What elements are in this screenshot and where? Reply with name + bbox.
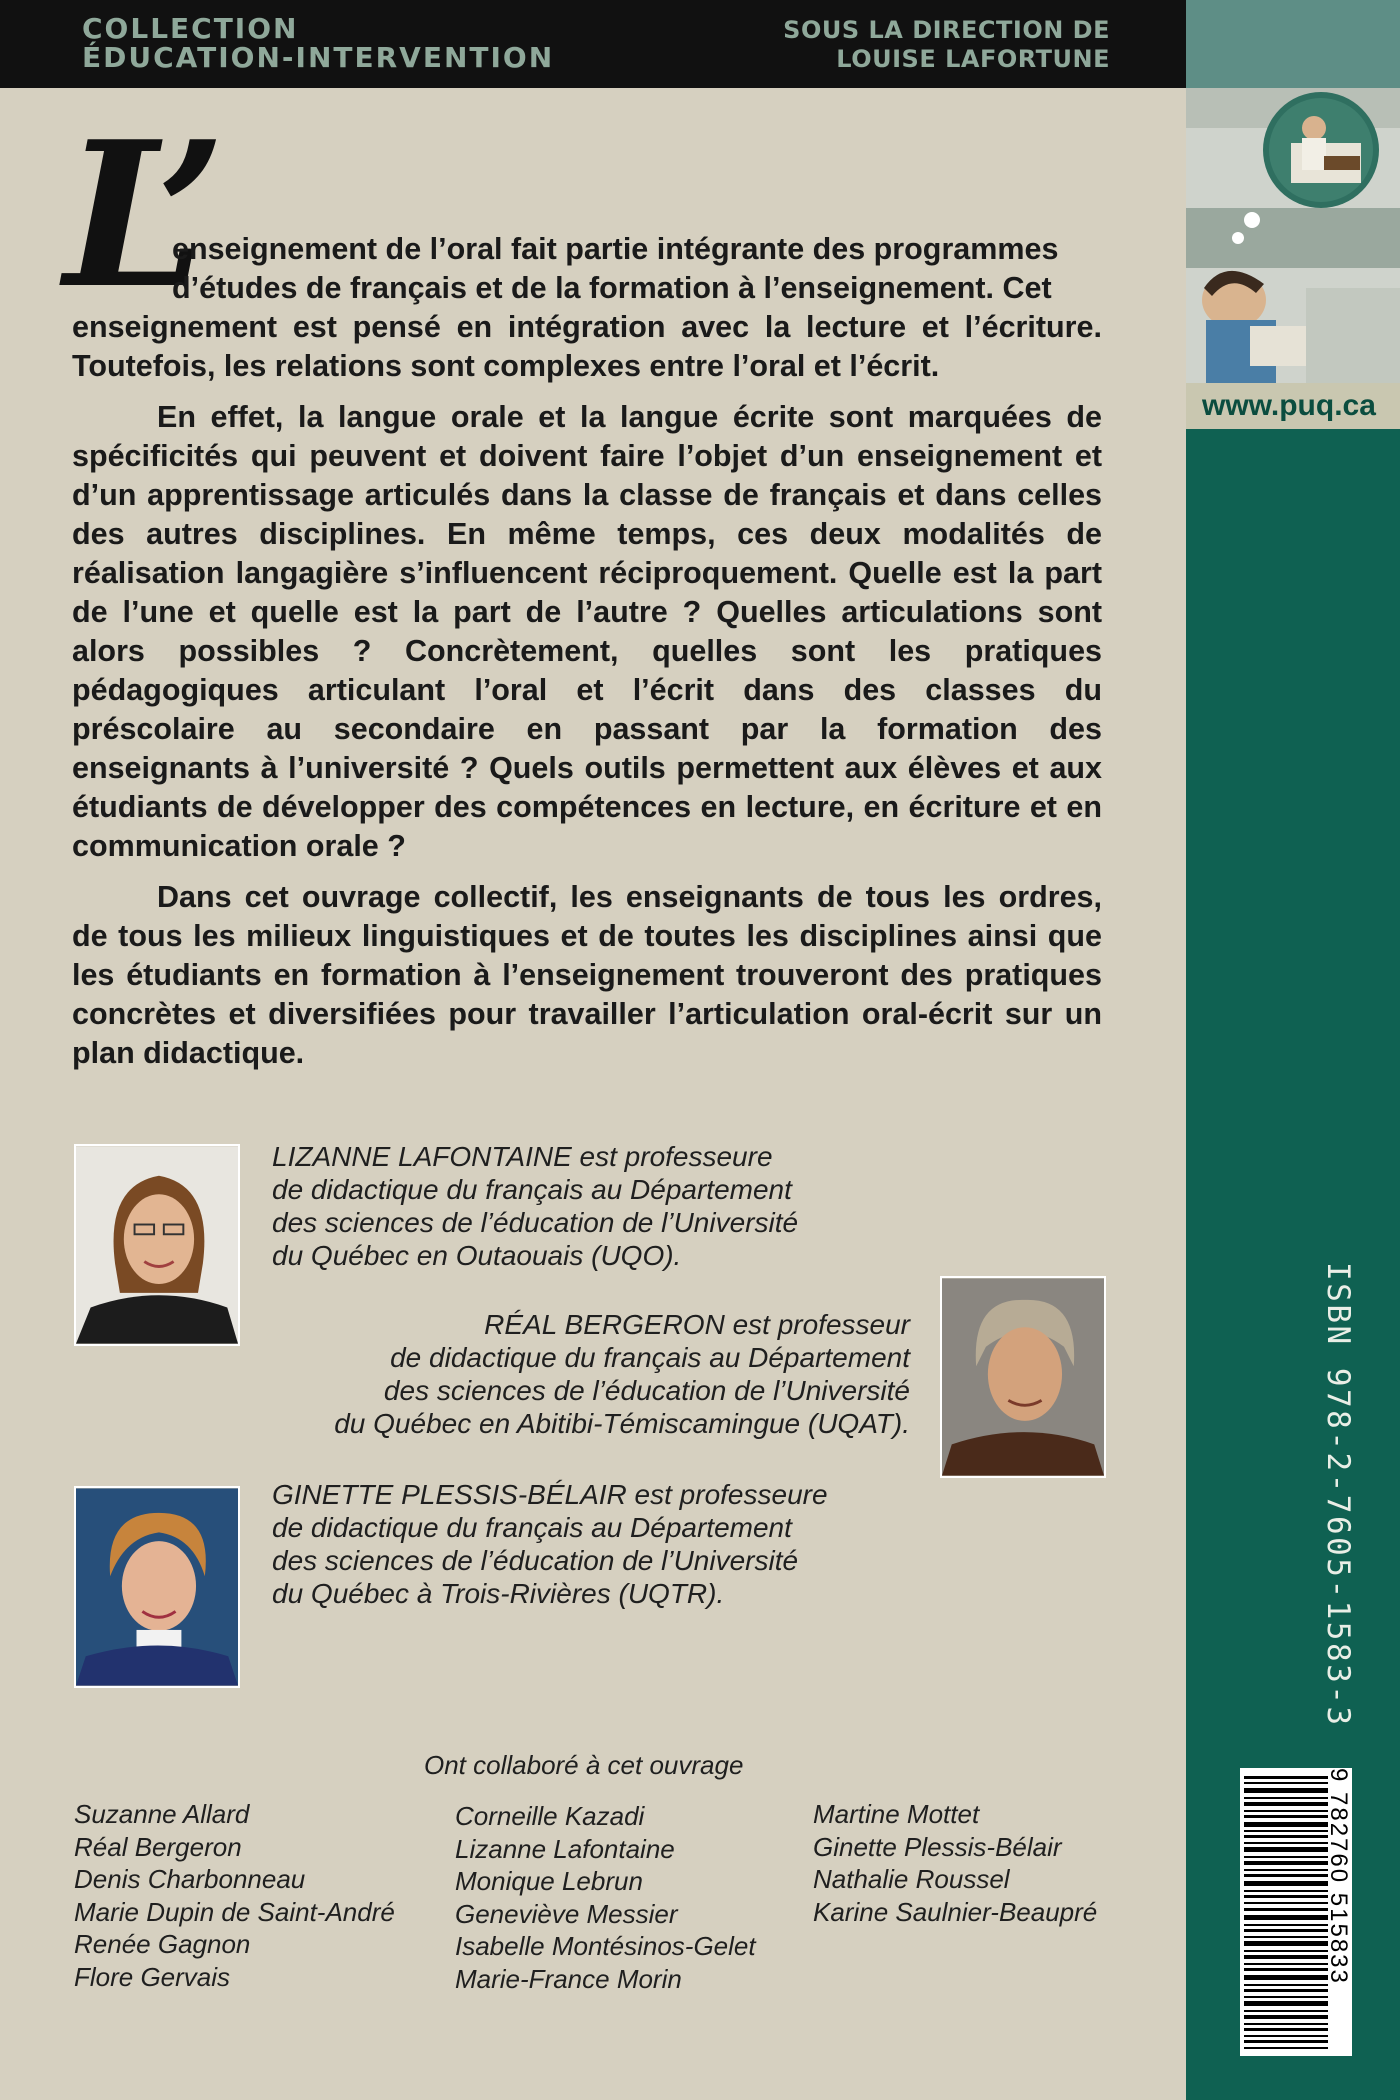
collaborators-title: Ont collaboré à cet ouvrage [424, 1750, 744, 1780]
bio-line: de didactique du français au Département [390, 1342, 910, 1373]
sidebar-top-band [1186, 0, 1400, 88]
publisher-url-text[interactable]: www.puq.ca [1202, 389, 1376, 422]
barcode [1240, 1768, 1352, 2056]
collaborator-name: Ginette Plessis-Bélair [813, 1831, 1062, 1862]
collaborator-name: Marie-France Morin [455, 1963, 682, 1994]
collaborator-name: Suzanne Allard [74, 1799, 250, 1829]
collaborator-name: Renée Gagnon [74, 1929, 251, 1959]
collaborator-name: Réal Bergeron [74, 1831, 242, 1862]
author-photo-lafontaine [74, 1144, 240, 1346]
intro-line-1: enseignement de l’oral fait partie intégrante des programmes [172, 232, 1059, 266]
collaborators-column-1 [74, 1798, 395, 1993]
collection-line-2: ÉDUCATION-INTERVENTION [82, 41, 555, 74]
intro-rest: enseignement est pensé en intégration avec la lecture et l’écriture. Toutefois, les relations sont complexes entre l’oral et l’écrit. [72, 310, 1102, 383]
paragraph-3: Dans cet ouvrage collectif, les enseignants de tous les ordres, de tous les milieux linguistiques et de toutes les disciplines ainsi que les étudiants en formation à l’enseignement trouveront des pratiques concrètes et diversifiées pour travailler l’articulation oral-écrit sur un plan didactique. [72, 880, 1102, 1070]
author-bio-plessis-belair [272, 1478, 828, 1610]
isbn-container [1316, 1262, 1356, 1728]
collaborator-name: Geneviève Messier [455, 1898, 678, 1929]
author-bio-bergeron [334, 1308, 910, 1440]
collaborator-name: Corneille Kazadi [455, 1801, 645, 1831]
bio-line: du Québec à Trois-Rivières (UQTR). [272, 1578, 725, 1609]
bio-line: GINETTE PLESSIS-BÉLAIR est professeure [272, 1479, 828, 1510]
direction-line-1: SOUS LA DIRECTION DE [783, 16, 1110, 44]
direction-line-2: LOUISE LAFORTUNE [836, 45, 1110, 73]
collaborator-name: Martine Mottet [813, 1799, 980, 1829]
intro-line-2: d’études de français et de la formation à l’enseignement. Cet [172, 271, 1052, 305]
author-bio-lafontaine [272, 1140, 798, 1272]
publisher-url[interactable] [1186, 383, 1400, 429]
author-photo-bergeron [940, 1276, 1106, 1478]
barcode-number: 9 782760 515833 [1325, 1768, 1352, 1985]
description-text [72, 230, 1102, 1085]
collection-name [82, 14, 554, 72]
collaborator-name: Lizanne Lafontaine [455, 1833, 675, 1864]
collaborators-column-2 [455, 1800, 756, 1995]
collaborator-name: Nathalie Roussel [813, 1864, 1010, 1894]
isbn-text: ISBN 978-2-7605-1583-3 [1320, 1262, 1356, 1728]
collaborators-column-3 [813, 1798, 1097, 1928]
bio-line: de didactique du français au Département [272, 1174, 792, 1205]
bio-line: des sciences de l’éducation de l’Université [272, 1207, 799, 1238]
collection-line-1: COLLECTION [82, 12, 299, 45]
bio-line: RÉAL BERGERON est professeur [484, 1309, 910, 1340]
classroom-illustration [1186, 88, 1400, 383]
bio-line: de didactique du français au Département [272, 1512, 792, 1543]
bio-line: du Québec en Abitibi-Témiscamingue (UQAT). [334, 1408, 910, 1439]
collaborator-name: Marie Dupin de Saint-André [74, 1896, 395, 1927]
paragraph-2: En effet, la langue orale et la langue écrite sont marquées de spécificités qui peuvent et doivent faire l’objet d’un enseignement et d’un apprentissage articulés dans la classe de français et dans celles des autres disciplines. En même temps, ces deux modalités de réalisation langagière s’influencent réciproquement. Quelle est la part de l’une et quelle est la part de l’autre ? Quelles articulations sont alors possibles ? Concrètement, quelles sont les pratiques pédagogiques articulant l’oral et l’écrit dans des classes du préscolaire au secondaire en passant par la formation des enseignants à l’université ? Quels outils permettent aux élèves et aux étudiants de développer des compétences en lecture, en écriture et en communication orale ? [72, 400, 1102, 863]
editor-credit [783, 16, 1110, 74]
collaborator-name: Monique Lebrun [455, 1866, 643, 1896]
collaborator-name: Isabelle Montésinos-Gelet [455, 1931, 756, 1961]
author-photo-plessis-belair [74, 1486, 240, 1688]
bio-line: des sciences de l’éducation de l’Université [383, 1375, 910, 1406]
collaborator-name: Flore Gervais [74, 1961, 231, 1992]
drop-cap: L’ [64, 98, 227, 333]
header-bar [0, 0, 1186, 88]
bio-line: LIZANNE LAFONTAINE est professeure [272, 1141, 773, 1172]
collaborator-name: Denis Charbonneau [74, 1864, 306, 1894]
collaborator-name: Karine Saulnier-Beaupré [813, 1896, 1098, 1927]
bio-line: des sciences de l’éducation de l’Université [272, 1545, 799, 1576]
bio-line: du Québec en Outaouais (UQO). [272, 1240, 682, 1271]
